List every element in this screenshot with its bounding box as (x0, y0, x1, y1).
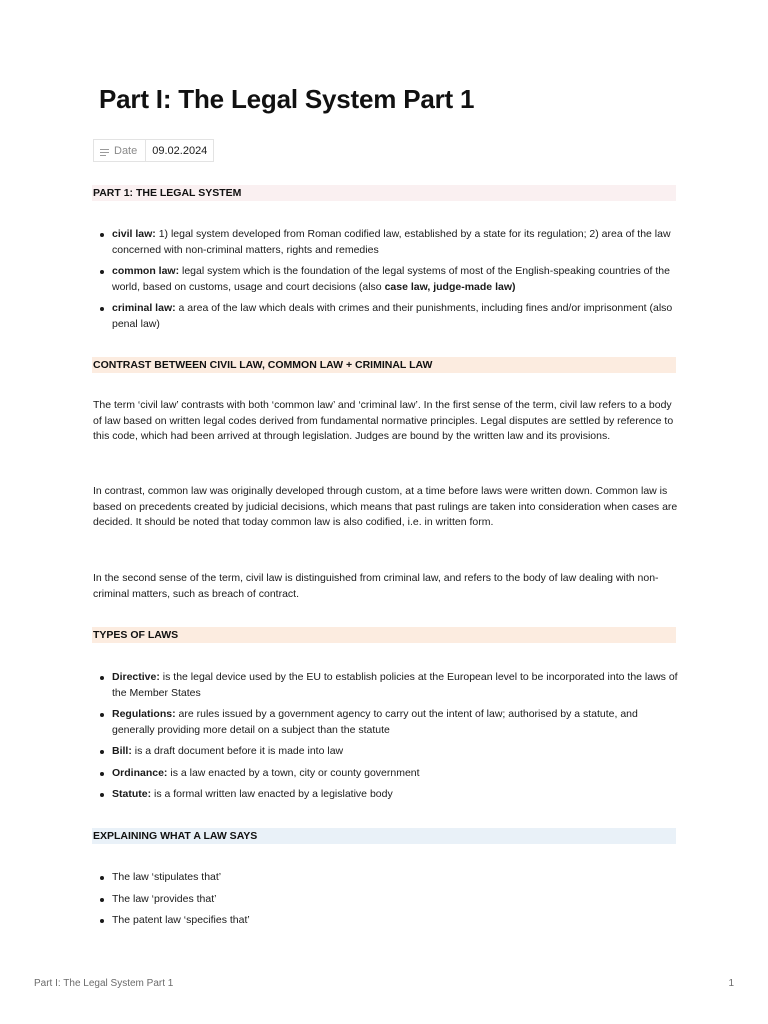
list-item: The law ‘provides that’ (93, 892, 683, 908)
list-item (93, 301, 683, 332)
text-lines-icon (100, 149, 109, 156)
definition: is a law enacted by a town, city or county government (167, 766, 420, 779)
term: Bill: (112, 745, 132, 757)
definition: 1) legal system developed from Roman codified law, established by a state for its regulation; 2) area of the law concerned with non-criminal matters, rights and remedies (112, 228, 671, 256)
list-item: The patent law ‘specifies that’ (93, 913, 683, 929)
term: Statute: (112, 788, 152, 800)
date-property-name (94, 140, 146, 161)
footer-title: Part I: The Legal System Part 1 (34, 978, 174, 989)
list-item: The law ‘stipulates that’ (93, 870, 683, 886)
definition: are rules issued by a government agency to carry out the intent of law; authorised by a statute, and generally providing more detail on a subject than the statute (112, 708, 638, 736)
list-item (93, 787, 683, 803)
section-heading-types-of-laws: TYPES OF LAWS (92, 627, 676, 643)
page-number: 1 (728, 978, 734, 989)
term: common law: (112, 265, 180, 277)
list-item (93, 264, 683, 295)
term: Ordinance: (112, 766, 168, 779)
list-item (93, 766, 683, 782)
section-heading-legal-system: PART 1: THE LEGAL SYSTEM (92, 185, 676, 201)
paragraph: The term ‘civil law’ contrasts with both ‘common law’ and ‘criminal law’. In the first sense of the term, civil law refers to a body of law based on written legal codes derived from fundamental normative principles. Legal disputes are settled by reference to this code, which had been arrived at through legislation. Judges are bound by the written law and its provisions. (93, 399, 674, 442)
definition: legal system which is the foundation of the legal systems of most of the English-speaking countries of the world, based on customs, usage and court decisions (also (112, 265, 670, 293)
list-item (93, 227, 683, 258)
section-heading-contrast: CONTRAST BETWEEN CIVIL LAW, COMMON LAW + CRIMINAL LAW (92, 357, 676, 373)
list-item (93, 744, 683, 760)
types-of-laws-list (93, 670, 683, 809)
section-heading-explaining: EXPLAINING WHAT A LAW SAYS (92, 828, 676, 844)
term: Directive: (112, 671, 160, 683)
page-title: Part I: The Legal System Part 1 (99, 84, 475, 114)
date-property (93, 139, 214, 162)
definition: is a formal written law enacted by a legislative body (151, 788, 393, 800)
definition-emphasis: case law, judge-made law) (384, 280, 516, 293)
definition: is the legal device used by the EU to establish policies at the European level to be incorporated into the laws of the Member States (112, 671, 678, 699)
definition: is a draft document before it is made into law (131, 745, 344, 757)
date-value: 09.02.2024 (152, 144, 208, 157)
paragraph: In the second sense of the term, civil law is distinguished from criminal law, and refers to the body of law dealing with non-criminal matters, such as breach of contract. (93, 572, 659, 600)
list-item (93, 670, 683, 701)
term: Regulations: (112, 708, 176, 720)
legal-system-list (93, 227, 683, 338)
explaining-list (93, 870, 683, 935)
paragraph: In contrast, common law was originally developed through custom, at a time before laws were written down. Common law is based on precedents created by judicial decisions, which means that past rulings are taken into consideration when cases are decided. It should be noted that today common law is also codified, i.e. in written form. (93, 485, 678, 528)
definition: a area of the law which deals with crimes and their punishments, including fines and/or imprisonment (also penal law) (112, 302, 673, 330)
term: criminal law: (112, 302, 176, 314)
list-item (93, 707, 683, 738)
term: civil law: (112, 228, 156, 240)
date-label: Date (114, 144, 138, 157)
